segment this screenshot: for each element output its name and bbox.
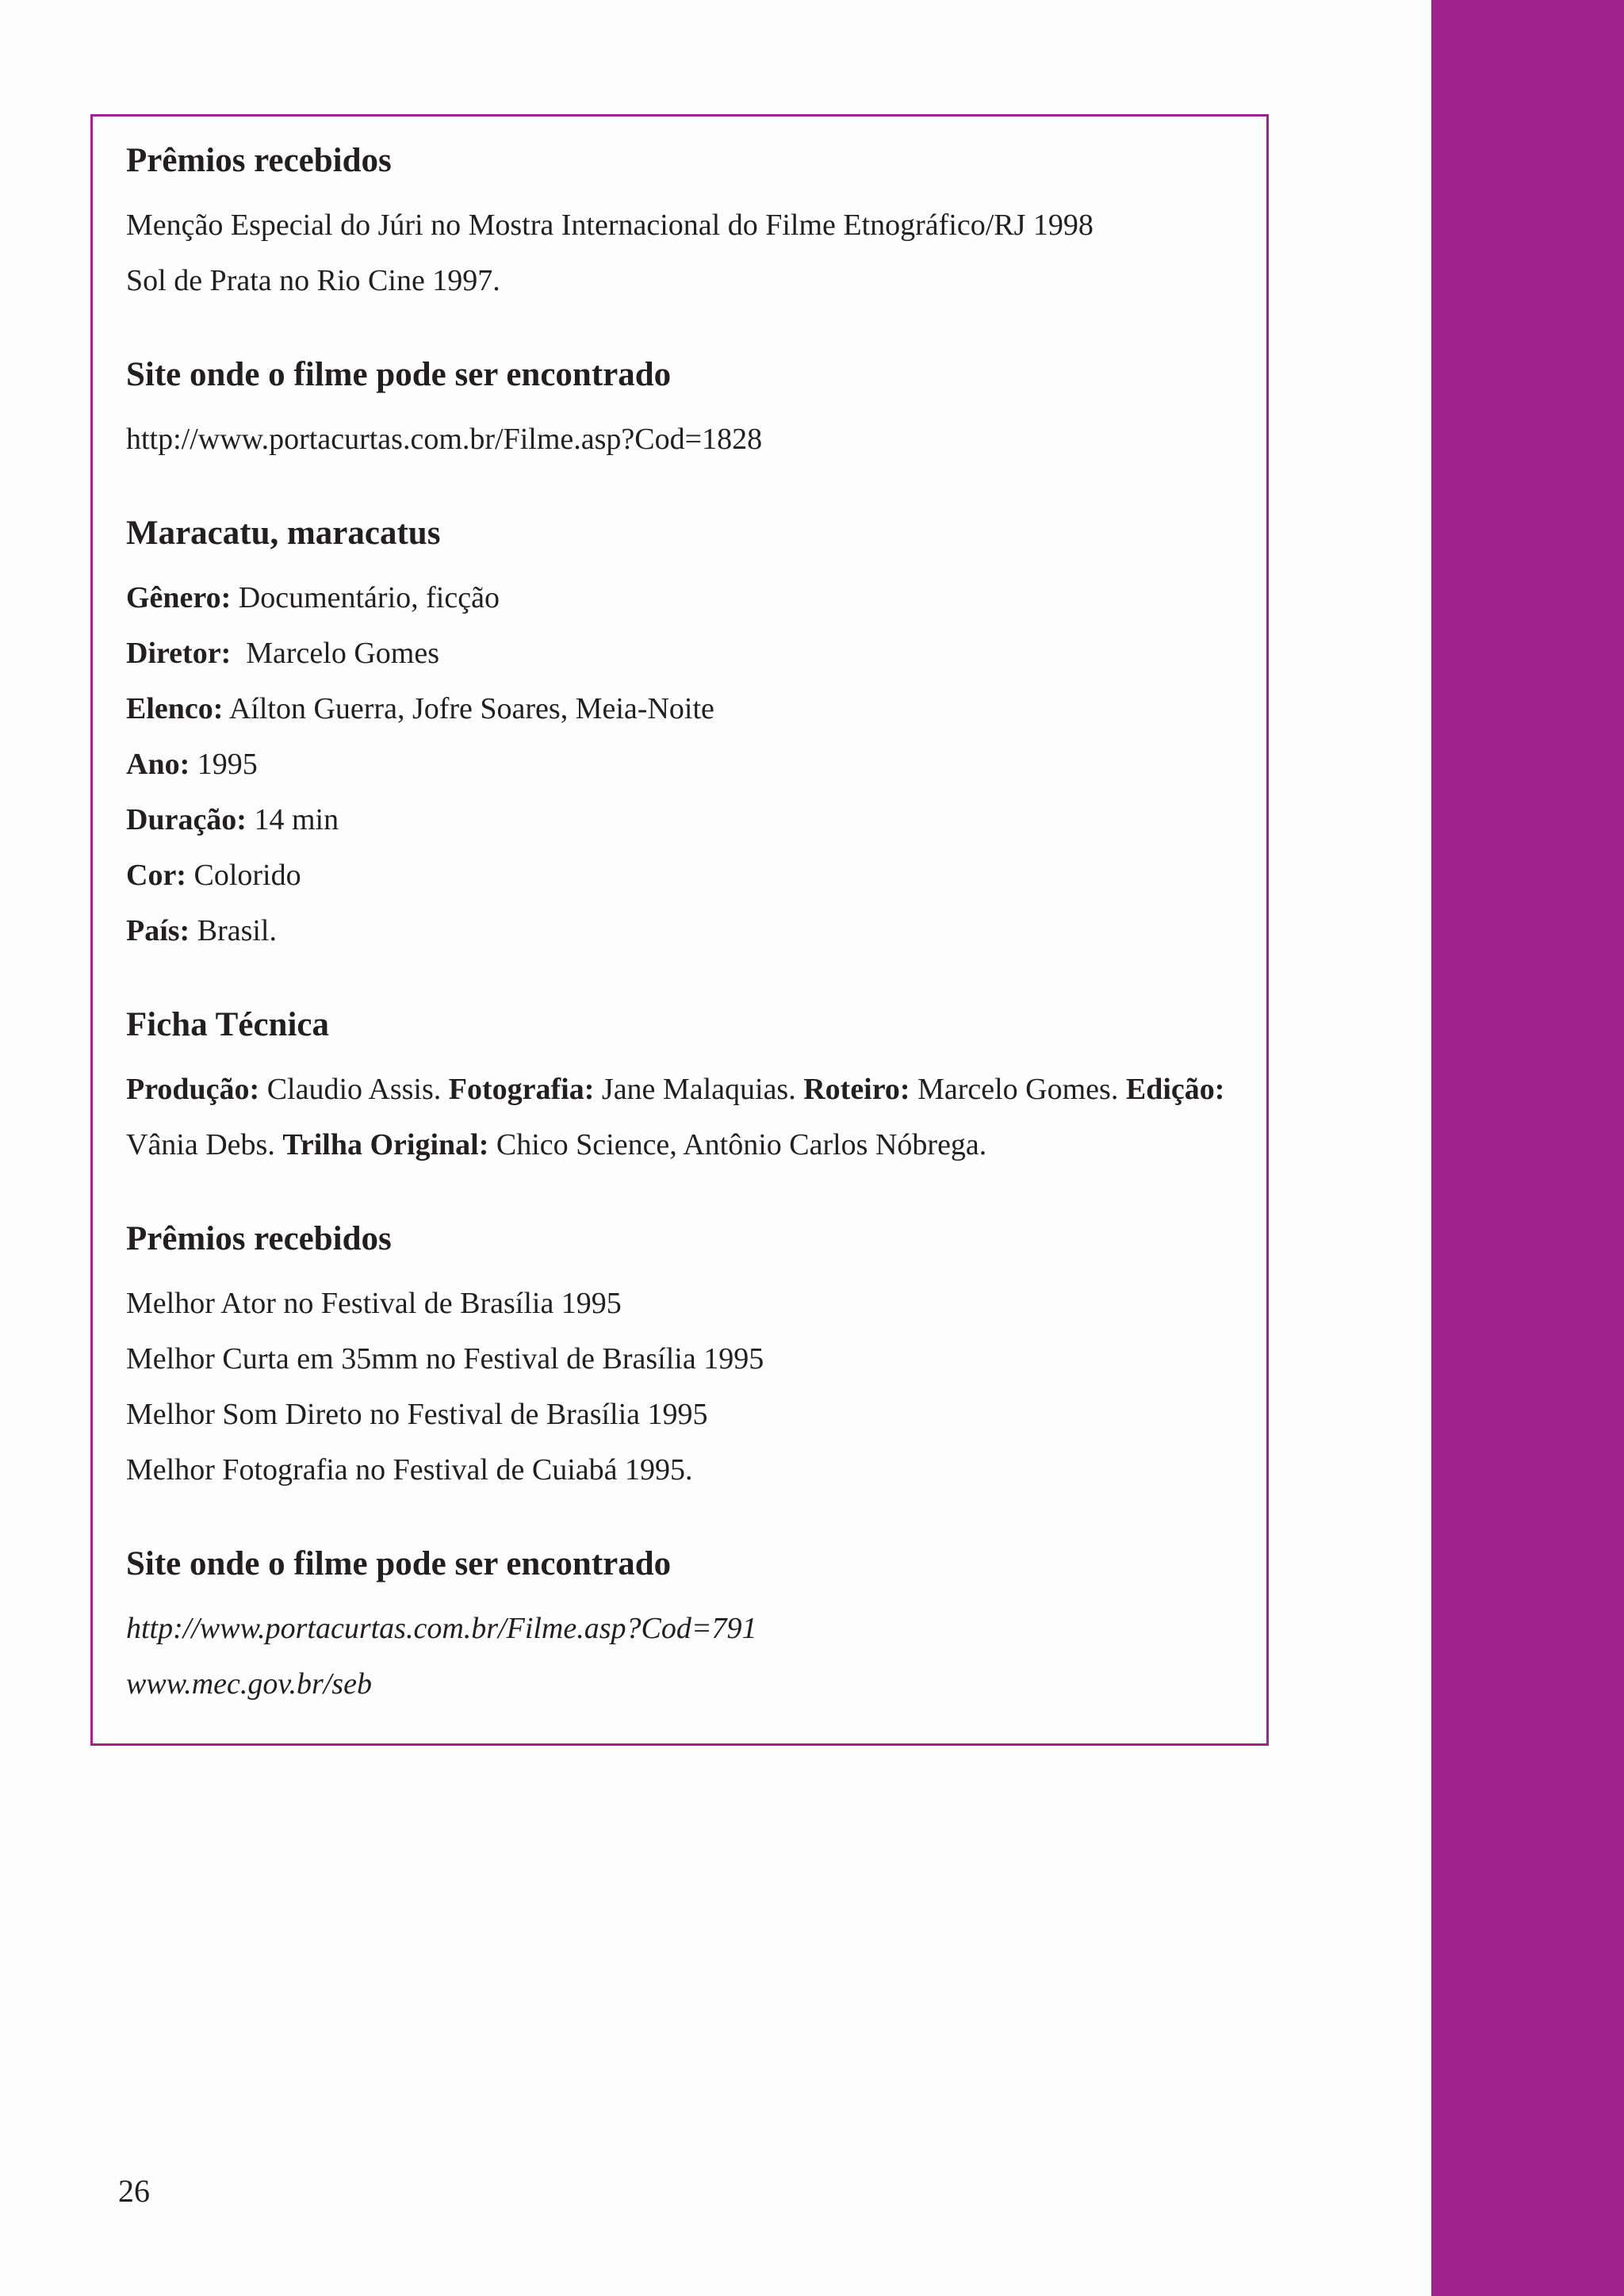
page-number: 26 (118, 2173, 150, 2209)
duration-value: 14 min (246, 803, 339, 836)
film-url-link[interactable]: http://www.portacurtas.com.br/Filme.asp?Cod=791 (126, 1612, 757, 1645)
technical-credits-section (126, 1006, 1266, 1173)
duration-row (126, 792, 1266, 848)
credits-line-2 (126, 1117, 1266, 1173)
director-label: Diretor: (126, 637, 232, 670)
mec-url-link[interactable]: www.mec.gov.br/seb (126, 1667, 372, 1701)
credits-line-1 (126, 1062, 1266, 1117)
award-line: Melhor Som Direto no Festival de Brasília 1995 (126, 1398, 708, 1431)
film-url-link[interactable]: http://www.portacurtas.com.br/Filme.asp?Cod=1828 (126, 423, 763, 456)
color-label: Cor: (126, 859, 186, 892)
year-row (126, 737, 1266, 792)
awards-section-2 (126, 1220, 1266, 1498)
country-value: Brasil. (190, 914, 277, 947)
site-section-2 (126, 1545, 1266, 1712)
cast-row (126, 681, 1266, 737)
genre-row (126, 570, 1266, 626)
cast-value: Aílton Guerra, Jofre Soares, Meia-Noite (223, 692, 714, 725)
editing-value: Vânia Debs. (126, 1128, 283, 1161)
cast-label: Elenco: (126, 692, 224, 725)
award-line: Melhor Fotografia no Festival de Cuiabá 1995. (126, 1453, 693, 1487)
director-row (126, 626, 1266, 681)
genre-label: Gênero: (126, 581, 232, 614)
color-value: Colorido (186, 859, 301, 892)
award-line: Melhor Curta em 35mm no Festival de Brasília 1995 (126, 1342, 764, 1376)
duration-label: Duração: (126, 803, 247, 836)
color-row (126, 848, 1266, 903)
awards-section-1 (126, 142, 1266, 308)
year-label: Ano: (126, 748, 190, 781)
photography-value: Jane Malaquias. (594, 1073, 804, 1106)
photography-label: Fotografia: (448, 1073, 595, 1106)
year-value: 1995 (190, 748, 258, 781)
section-title: Prêmios recebidos (126, 142, 392, 179)
award-line: Melhor Ator no Festival de Brasília 1995 (126, 1287, 622, 1320)
soundtrack-value: Chico Science, Antônio Carlos Nóbrega. (488, 1128, 987, 1161)
film-title: Maracatu, maracatus (126, 515, 441, 552)
country-label: País: (126, 914, 190, 947)
editing-label: Edição: (1125, 1073, 1225, 1106)
section-title: Site onde o filme pode ser encontrado (126, 1545, 672, 1582)
award-line: Sol de Prata no Rio Cine 1997. (126, 264, 500, 297)
production-value: Claudio Assis. (259, 1073, 449, 1106)
site-section-1 (126, 356, 1266, 467)
genre-value: Documentário, ficção (231, 581, 500, 614)
country-row (126, 903, 1266, 959)
soundtrack-label: Trilha Original: (282, 1128, 489, 1161)
award-line: Menção Especial do Júri no Mostra Internacional do Filme Etnográfico/RJ 1998 (126, 209, 1094, 242)
director-value: Marcelo Gomes (231, 637, 439, 670)
film-details-section (126, 515, 1266, 959)
film-info-box (90, 114, 1269, 1746)
section-title: Site onde o filme pode ser encontrado (126, 356, 672, 393)
screenplay-value: Marcelo Gomes. (910, 1073, 1126, 1106)
screenplay-label: Roteiro: (803, 1073, 910, 1106)
section-title: Prêmios recebidos (126, 1220, 392, 1257)
production-label: Produção: (126, 1073, 260, 1106)
section-title: Ficha Técnica (126, 1006, 329, 1043)
side-color-bar (1431, 0, 1624, 2296)
